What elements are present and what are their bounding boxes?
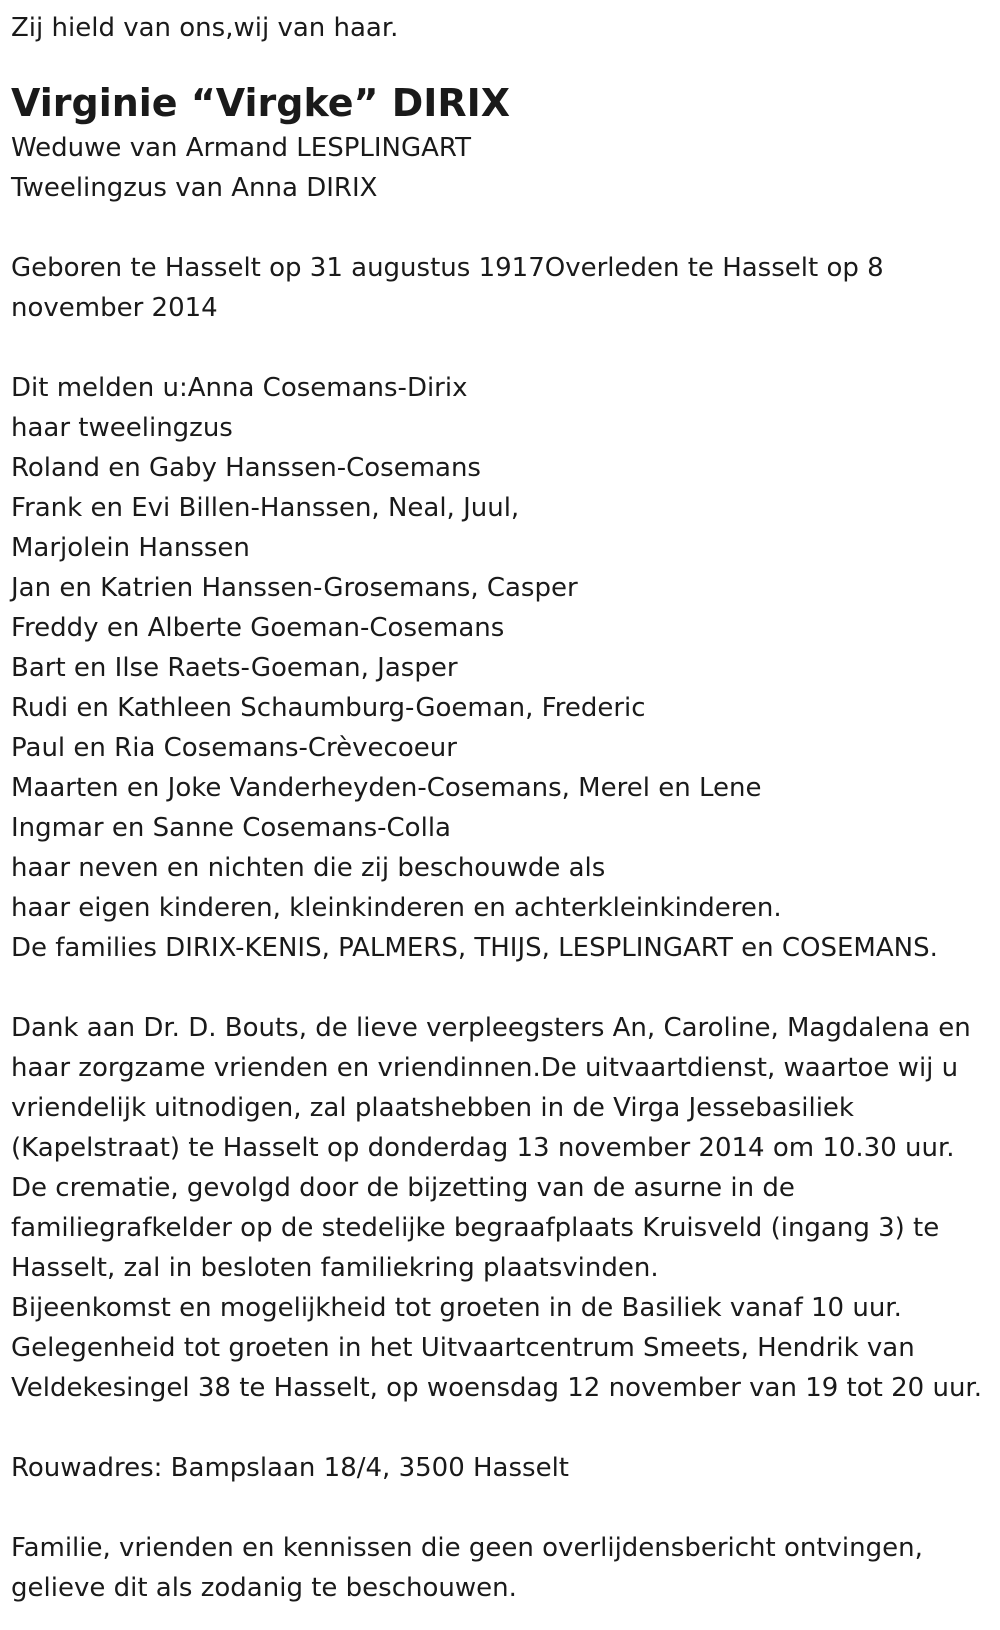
ceremony-paragraph — [11, 1008, 990, 1408]
family-line: Paul en Ria Cosemans-Crèvecoeur — [11, 733, 457, 763]
birth-death-line-1: Geboren te Hasselt op 31 augustus 1917Overleden te Hasselt op 8 — [11, 253, 884, 283]
spacer — [11, 208, 990, 248]
ceremony-line: familiegrafkelder op de stedelijke begraafplaats Kruisveld (ingang 3) te — [11, 1213, 940, 1243]
closing-line: Familie, vrienden en kennissen die geen overlijdensbericht ontvingen, — [11, 1533, 923, 1563]
ceremony-line: De crematie, gevolgd door de bijzetting van de asurne in de — [11, 1173, 795, 1203]
ceremony-line: Veldekesingel 38 te Hasselt, op woensdag 12 november van 19 tot 20 uur. — [11, 1373, 982, 1403]
family-line: Dit melden u:Anna Cosemans-Dirix — [11, 373, 468, 403]
ceremony-line: haar zorgzame vrienden en vriendinnen.De uitvaartdienst, waartoe wij u — [11, 1053, 959, 1083]
closing-paragraph — [11, 1528, 990, 1608]
intro-quote: Zij hield van ons,wij van haar. — [11, 13, 399, 43]
closing-line: gelieve dit als zodanig te beschouwen. — [11, 1573, 517, 1603]
family-line: Maarten en Joke Vanderheyden-Cosemans, Merel en Lene — [11, 773, 762, 803]
birth-death-line-2: november 2014 — [11, 293, 218, 323]
family-line: Rudi en Kathleen Schaumburg-Goeman, Frederic — [11, 693, 646, 723]
widow-of: Weduwe van Armand LESPLINGART — [11, 133, 471, 163]
ceremony-line: Bijeenkomst en mogelijkheid tot groeten in de Basiliek vanaf 10 uur. — [11, 1293, 902, 1323]
spacer — [11, 48, 990, 72]
family-line: De families DIRIX-KENIS, PALMERS, THIJS, LESPLINGART en COSEMANS. — [11, 933, 938, 963]
family-line: haar eigen kinderen, kleinkinderen en achterkleinkinderen. — [11, 893, 782, 923]
spacer — [11, 328, 990, 368]
spacer — [11, 1488, 990, 1528]
family-line: Marjolein Hanssen — [11, 533, 250, 563]
spacer — [11, 968, 990, 1008]
twin-sister: Tweelingzus van Anna DIRIX — [11, 173, 378, 203]
family-line: Frank en Evi Billen-Hanssen, Neal, Juul, — [11, 493, 520, 523]
spacer — [11, 1408, 990, 1448]
mourning-address: Rouwadres: Bampslaan 18/4, 3500 Hasselt — [11, 1453, 569, 1483]
family-line: Bart en Ilse Raets-Goeman, Jasper — [11, 653, 458, 683]
ceremony-line: Gelegenheid tot groeten in het Uitvaartcentrum Smeets, Hendrik van — [11, 1333, 915, 1363]
family-line: Ingmar en Sanne Cosemans-Colla — [11, 813, 451, 843]
deceased-name: Virginie “Virgke” DIRIX — [11, 81, 511, 125]
family-line: Freddy en Alberte Goeman-Cosemans — [11, 613, 505, 643]
family-line: haar neven en nichten die zij beschouwde als — [11, 853, 606, 883]
ceremony-line: Dank aan Dr. D. Bouts, de lieve verpleegsters An, Caroline, Magdalena en — [11, 1013, 971, 1043]
family-line: haar tweelingzus — [11, 413, 233, 443]
announced-by-list — [11, 368, 990, 968]
ceremony-line: Hasselt, zal in besloten familiekring plaatsvinden. — [11, 1253, 659, 1283]
family-line: Jan en Katrien Hanssen-Grosemans, Casper — [11, 573, 578, 603]
family-line: Roland en Gaby Hanssen-Cosemans — [11, 453, 481, 483]
ceremony-line: vriendelijk uitnodigen, zal plaatshebben in de Virga Jessebasiliek — [11, 1093, 854, 1123]
ceremony-line: (Kapelstraat) te Hasselt op donderdag 13 november 2014 om 10.30 uur. — [11, 1133, 955, 1163]
